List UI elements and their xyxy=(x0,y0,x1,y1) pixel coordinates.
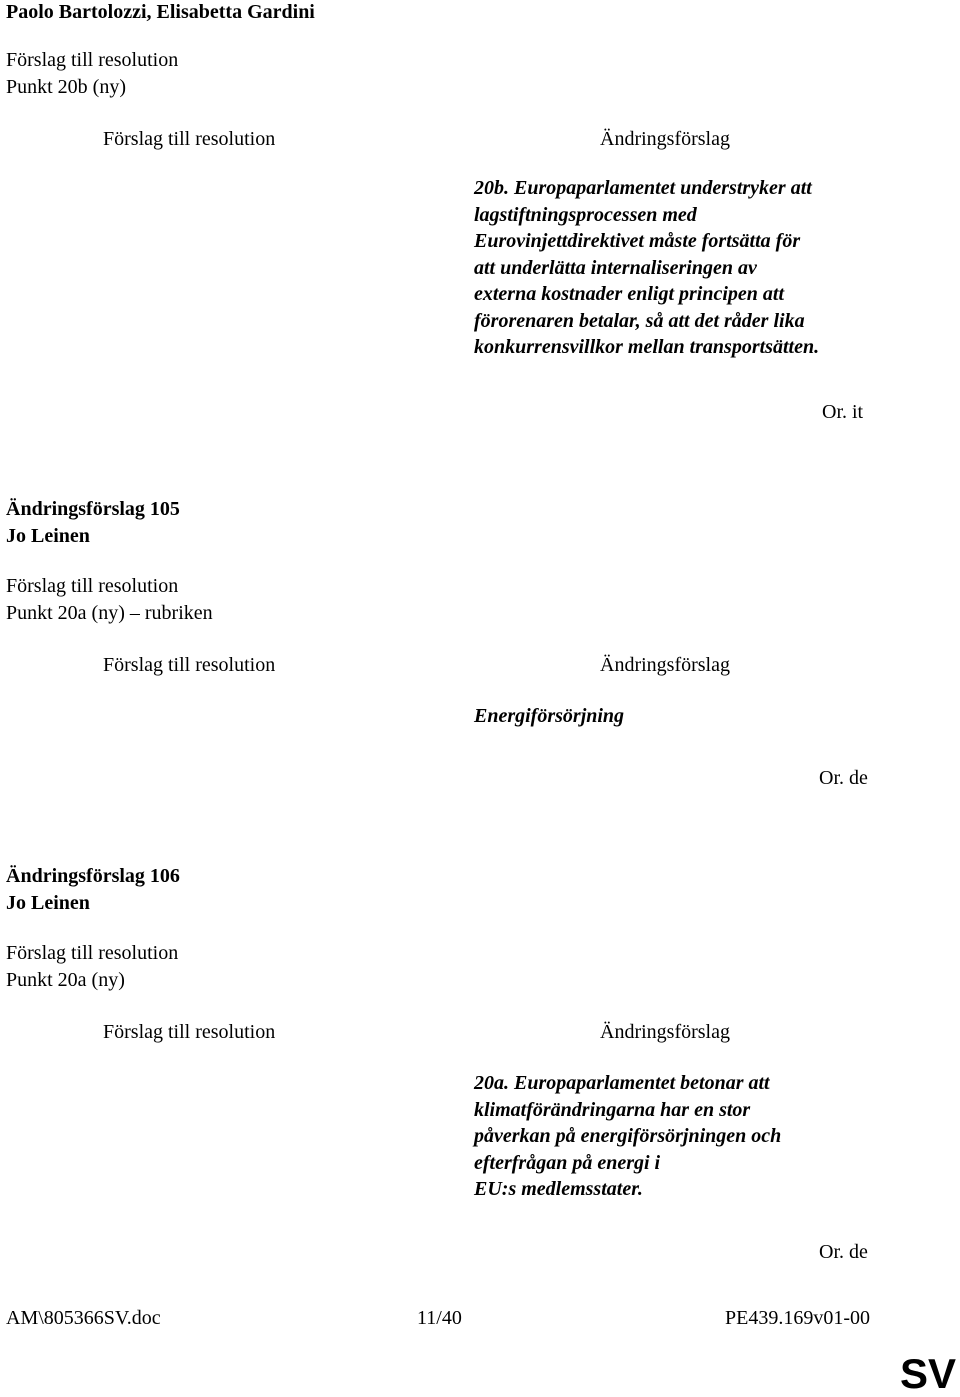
text-line: efterfrågan på energi i xyxy=(474,1151,661,1174)
text-line: lagstiftningsprocessen med xyxy=(474,203,697,226)
amendment-number: Ändringsförslag 105 xyxy=(6,498,180,520)
amendment-number: Ändringsförslag 106 xyxy=(6,865,180,887)
column-header-original: Förslag till resolution xyxy=(103,654,276,676)
author-name: Jo Leinen xyxy=(6,892,90,914)
footer-pe-ref: PE439.169v01-00 xyxy=(725,1307,870,1329)
original-language: Or. de xyxy=(819,1241,868,1263)
text-line: EU:s medlemsstater. xyxy=(474,1178,643,1200)
amendment-text xyxy=(474,175,914,361)
doc-type-label: Förslag till resolution xyxy=(6,49,179,71)
original-language: Or. it xyxy=(822,401,864,423)
footer-page-number: 11/40 xyxy=(417,1307,462,1329)
point-label: Punkt 20b (ny) xyxy=(6,76,126,98)
footer-doc-ref: AM\805366SV.doc xyxy=(6,1307,161,1329)
column-header-original: Förslag till resolution xyxy=(103,1021,276,1043)
column-header-amendment: Ändringsförslag xyxy=(600,128,730,150)
column-header-original: Förslag till resolution xyxy=(103,128,276,150)
original-language: Or. de xyxy=(819,767,868,789)
text-line: påverkan på energiförsörjningen och xyxy=(474,1125,782,1147)
column-header-amendment: Ändringsförslag xyxy=(600,1021,730,1043)
authors-heading: Paolo Bartolozzi, Elisabetta Gardini xyxy=(6,1,315,23)
text-line: att underlätta internaliseringen av xyxy=(474,256,757,279)
text-line: 20a. Europaparlamentet betonar att xyxy=(474,1072,770,1094)
language-code: SV xyxy=(900,1350,957,1397)
text-line: klimatförändringarna har en stor xyxy=(474,1098,751,1121)
author-name: Jo Leinen xyxy=(6,525,90,547)
text-line: konkurrensvillkor mellan transportsätten. xyxy=(474,336,820,358)
amendment-text: Energiförsörjning xyxy=(474,705,625,727)
text-line: 20b. Europaparlamentet understryker att xyxy=(474,177,812,199)
doc-type-label: Förslag till resolution xyxy=(6,942,179,964)
text-line: Eurovinjettdirektivet måste fortsätta för xyxy=(474,230,801,252)
text-line: externa kostnader enligt principen att xyxy=(474,283,785,305)
text-line: förorenaren betalar, så att det råder lika xyxy=(474,309,805,332)
doc-type-label: Förslag till resolution xyxy=(6,575,179,597)
column-header-amendment: Ändringsförslag xyxy=(600,654,730,676)
point-label: Punkt 20a (ny) – rubriken xyxy=(6,602,213,624)
amendment-text xyxy=(474,1070,914,1203)
point-label: Punkt 20a (ny) xyxy=(6,969,125,991)
